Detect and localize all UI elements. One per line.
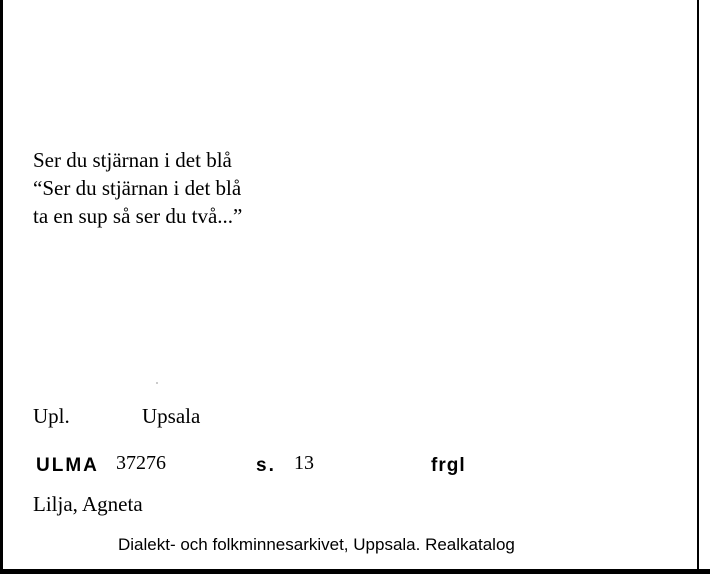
informant-name: Lilja, Agneta xyxy=(33,492,143,516)
page-label: s. xyxy=(256,455,276,476)
place-name: Upsala xyxy=(142,404,201,428)
scan-speck xyxy=(156,382,158,384)
genre-code: frgl xyxy=(431,455,466,476)
card-border-bottom xyxy=(0,569,710,574)
song-text xyxy=(33,146,242,230)
song-verse-line-2: ta en sup så ser du två...” xyxy=(33,204,243,228)
song-title-line: Ser du stjärnan i det blå xyxy=(33,148,232,172)
region-abbreviation: Upl. xyxy=(33,404,70,428)
song-verse-line-1: “Ser du stjärnan i det blå xyxy=(33,176,242,200)
archive-label: ULMA xyxy=(36,455,99,476)
archive-number: 37276 xyxy=(116,452,166,474)
page-number: 13 xyxy=(294,452,314,474)
card-border-left xyxy=(0,0,3,572)
card-border-right xyxy=(697,0,699,572)
archive-reference-row xyxy=(36,452,556,478)
card-footer: Dialekt- och folkminnesarkivet, Uppsala. Realkatalog xyxy=(118,535,515,554)
